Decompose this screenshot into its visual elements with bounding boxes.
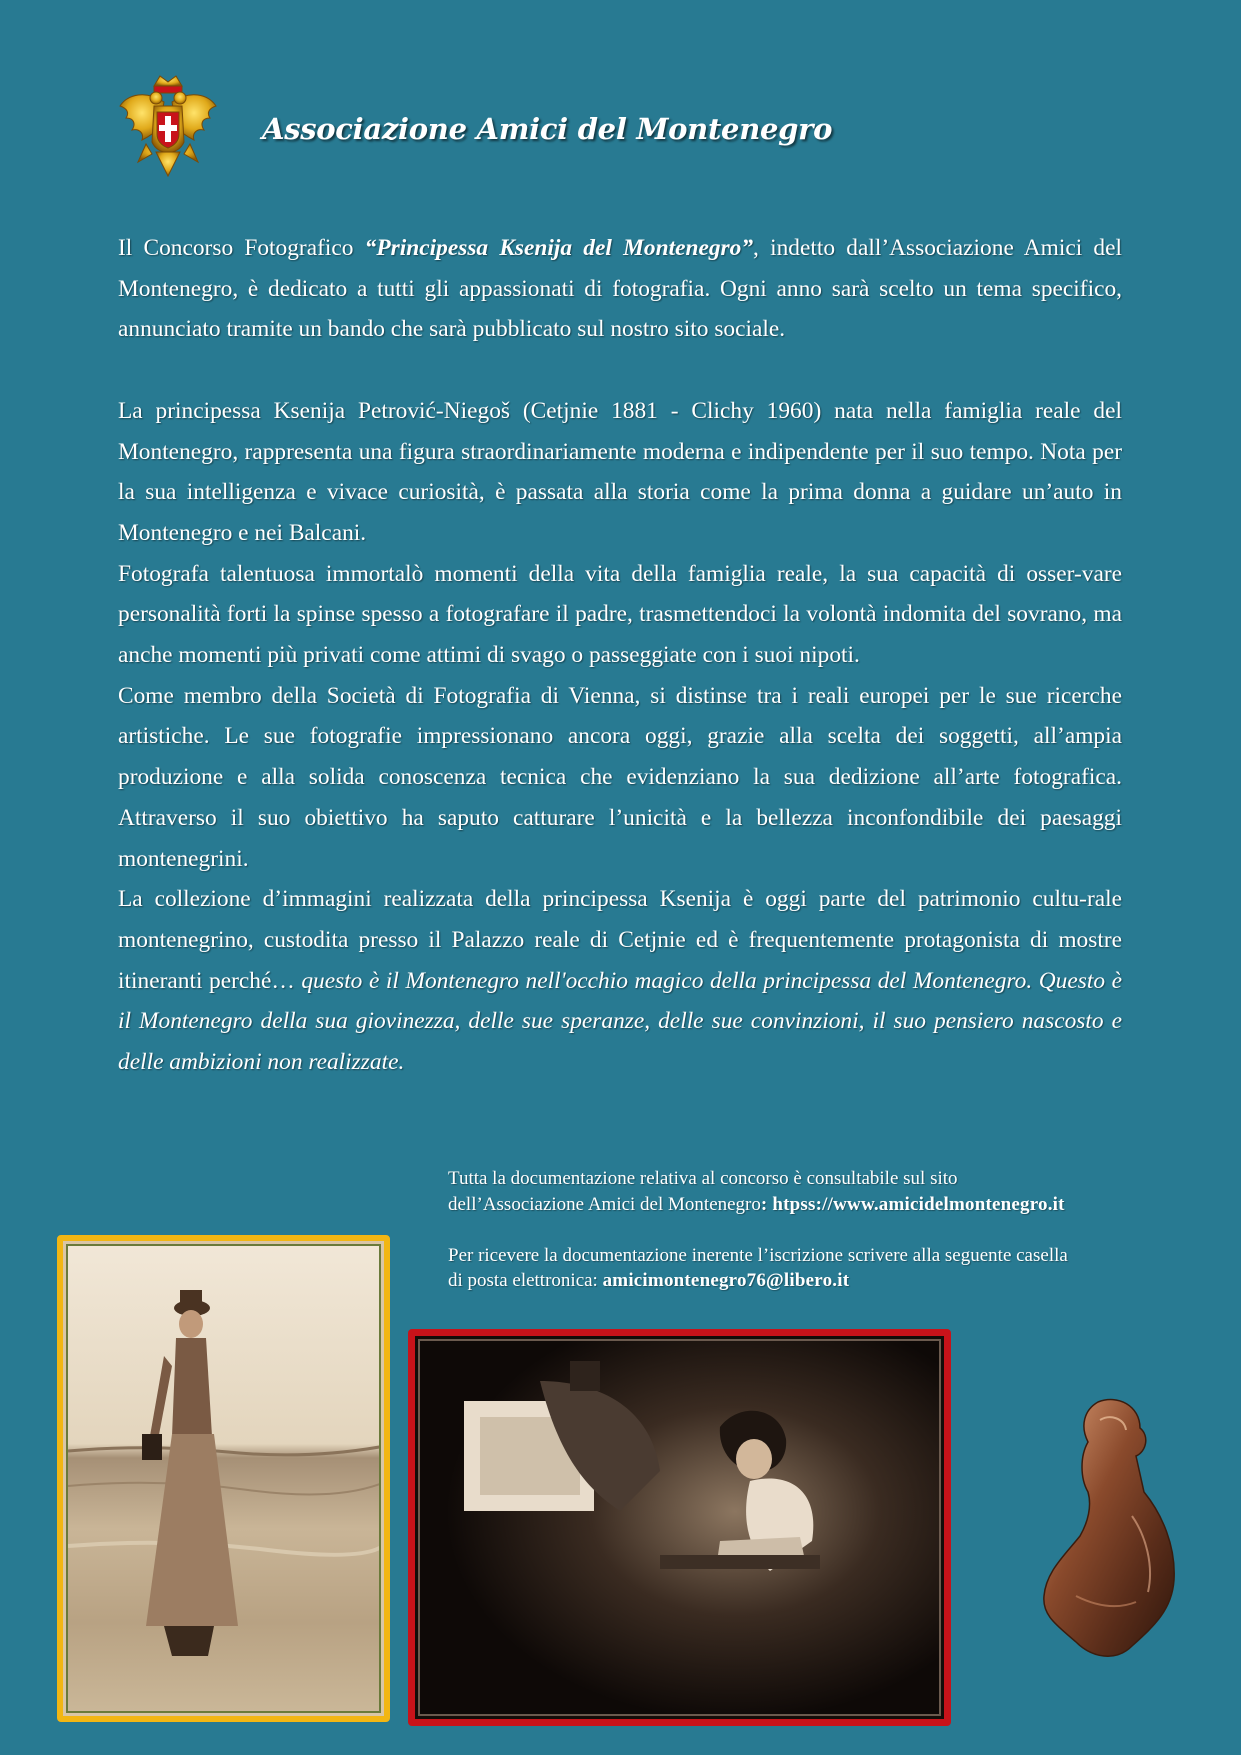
paragraph-biography: La principessa Ksenija Petrović-Niegoš (Cetjnie 1881 - Clichy 1960) nata nella famiglia reale del Montenegro, rappresenta una figura straordinariamente moderna e indipendente per il suo tempo. Nota per la sua intelligenza e vivace curiosità, è passata alla storia come la prima donna a guidare un’auto in Montenegro e nei Balcani. bbox=[118, 397, 1122, 546]
darkroom-photo bbox=[408, 1329, 951, 1726]
paragraph-collection: La collezione d’immagini realizzata della principessa Ksenija è oggi parte del patrimonio cultu-rale montenegrino, custodita presso il Palazzo reale di Cetjnie ed è frequentemente protagonista di mostre itineranti perché… questo è il Montenegro nell'occhio magico della principessa del Montenegro. Questo è il Montenegro della sua giovinezza, delle sue speranze, delle sue convinzioni, il suo pensiero nascosto e delle ambizioni non realizzate. bbox=[118, 886, 1122, 1076]
bronze-statuette-icon bbox=[1036, 1396, 1186, 1664]
paragraph-intro: Il Concorso Fotografico “Principessa Ksenija del Montenegro”, indetto dall’Associazione Amici del Montenegro, è dedicato a tutti gli appassionati di fotografia. Ogni anno sarà scelto un tema specifico, annunciato tramite un bando che sarà pubblicato sul nostro sito sociale. bbox=[118, 235, 1122, 343]
quote-text: questo è il Montenegro nell'occhio magico della principessa del Montenegro. Questo è il Montenegro della sua giovinezza, delle sue speranze, delle sue convinzioni, il suo pensiero nascosto e delle ambizioni non realizzate. bbox=[118, 967, 1122, 1076]
email-link[interactable]: amicimontenegro76@libero.it bbox=[602, 1270, 850, 1291]
paragraph-vienna-society: Come membro della Società di Fotografia di Vienna, si distinse tra i reali europei per le sue ricerche artistiche. Le sue fotografie impressionano ancora oggi, grazie alla scelta dei soggetti, all’ampia produzione e alla solida conoscenza tecnica che evidenziano la sua dedizione all’arte fotografica. Attraverso il suo obiettivo ha saputo catturare l’unicità e la bellezza inconfondibile dei paesaggi montenegrini. bbox=[118, 682, 1122, 872]
registration-note: Per ricevere la documentazione inerente l’iscrizione scrivere alla seguente casella di posta elettronica: amicimontenegro76@libero.it bbox=[448, 1244, 1068, 1291]
paragraph-photographer: Fotografa talentuosa immortalò momenti della vita della famiglia reale, la sua capacità di osser-vare personalità forti la spinse spesso a fotografare il padre, trasmettendoci la volontà indomita del sovrano, ma anche momenti più privati come attimi di svago o passeggiate con i suoi nipoti. bbox=[118, 560, 1122, 669]
organization-title: Associazione Amici del Montenegro bbox=[262, 112, 833, 146]
beach-photo bbox=[57, 1235, 390, 1722]
contest-title: “Principessa Ksenija del Montenegro” bbox=[364, 235, 754, 261]
contact-info bbox=[448, 1166, 1228, 1319]
coat-of-arms-icon bbox=[116, 72, 220, 182]
documentation-note: Tutta la documentazione relativa al concorso è consultabile sul sito dell’Associazione Amici del Montenegro: htpss://www.amicidelmontenegro.it bbox=[448, 1168, 1065, 1215]
body-text bbox=[118, 228, 1122, 1083]
website-link[interactable]: htpss://www.amicidelmontenegro.it bbox=[772, 1193, 1065, 1215]
